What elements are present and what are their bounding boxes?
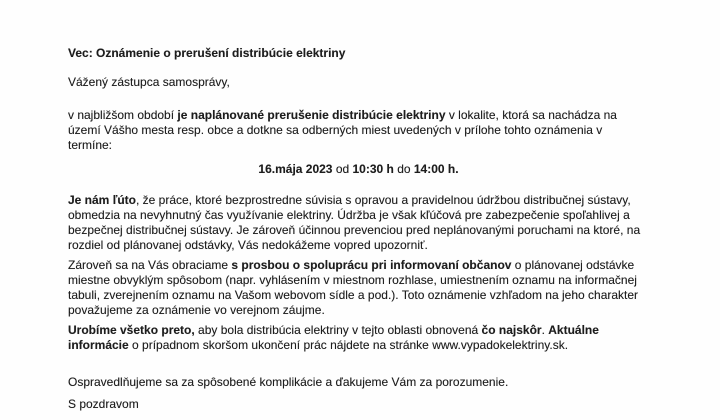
- outage-end-time: 14:00 h.: [413, 162, 459, 176]
- intro-bold-outage-notice: je naplánované prerušenie distribúcie elektriny: [177, 108, 446, 122]
- apology-line: Ospravedlňujeme sa za spôsobené komplikácie a ďakujeme Vám za porozumenie.: [68, 375, 509, 389]
- restoration-text-end: .: [564, 338, 569, 352]
- cooperation-paragraph: [68, 258, 649, 318]
- restoration-bold-current-info: Aktuálne informácie: [68, 323, 599, 352]
- maintenance-bold-regret: Je nám ľúto: [68, 193, 136, 207]
- subject-line: Vec: Oznámenie o prerušení distribúcie elektriny: [68, 46, 346, 60]
- intro-paragraph: [68, 108, 649, 153]
- maintenance-paragraph: [68, 193, 649, 253]
- salutation: Vážený zástupca samosprávy,: [68, 75, 230, 89]
- restoration-text-3: o prípadnom skoršom ukončení prác nájdete na stránke: [128, 338, 433, 352]
- letter-content: [68, 46, 649, 412]
- cooperation-text-start: Zároveň sa na Vás obraciame: [68, 258, 232, 272]
- signoff: S pozdravom: [68, 397, 139, 411]
- maintenance-text: , že práce, ktoré bezprostredne súvisia s opravou a pravidelnou údržbou distribučnej sústavy, obmedzia na nevyhnutný čas využívanie elektriny. Údržba je však kľúčová pre zabezpečenie spoľahlivej a bezpečnej distribučnej sústavy. Je zároveň účinnou prevenciou pred neplánovanými poruchami na ktoré, na rozdiel od plánovanej odstávky, Vás nedokážeme vopred upozorniť.: [68, 193, 641, 252]
- cooperation-text-end: o plánovanej odstávke miestne obvyklým spôsobom (napr. vyhlásením v miestnom rozhlase, umiestnením oznamu na informačnej tabuli, zverejnením oznamu na Vašom webovom sídle a pod.). Toto oznámenie vzhľadom na jeho charakter považujeme za oznámenie vo verejnom záujme.: [68, 258, 639, 317]
- intro-text-end: v lokalite, ktorá sa nachádza na území Vášho mesta resp. obce a dotkne sa odberných miest uvedených v prílohe tohto oznámenia v termíne:: [68, 108, 617, 152]
- restoration-text-1: aby bola distribúcia elektriny v tejto oblasti obnovená: [194, 323, 482, 337]
- outage-date: 16.mája 2023: [258, 162, 333, 176]
- intro-text-start: v najbližšom období: [68, 108, 178, 122]
- to-label: do: [393, 162, 414, 176]
- restoration-text-2: .: [541, 323, 549, 337]
- website-url: www.vypadokelektriny.sk: [432, 338, 565, 352]
- outage-start-time: 10:30 h: [352, 162, 394, 176]
- restoration-bold-promise: Urobíme všetko preto,: [68, 323, 195, 337]
- from-label: od: [332, 162, 353, 176]
- outage-schedule-line: [68, 162, 649, 177]
- cooperation-bold-request: s prosbou o spoluprácu pri informovaní občanov: [231, 258, 512, 272]
- restoration-bold-asap: čo najskôr: [481, 323, 542, 337]
- restoration-paragraph: [68, 323, 649, 353]
